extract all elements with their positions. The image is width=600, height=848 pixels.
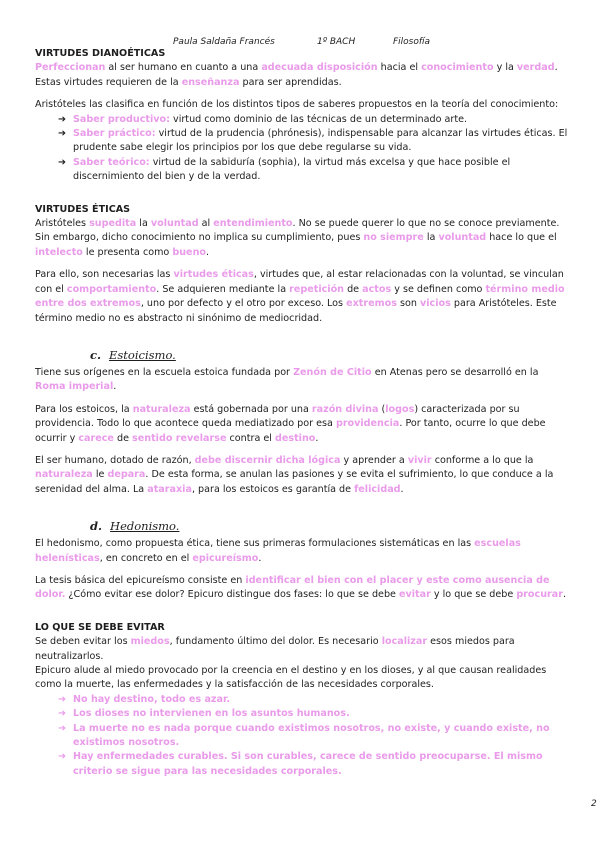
arrow-icon: ➔ — [58, 708, 67, 720]
paragraph-evitar-1: Se deben evitar los miedos, fundamento último del dolor. Es necesario localizar esos miedos para neutralizarlos. — [35, 636, 515, 662]
author-name: Paula Saldaña Francés — [173, 37, 275, 47]
course-label: 1º BACH — [317, 37, 356, 47]
paragraph-dianoeticas-intro: Perfeccionan al ser humano en cuanto a una adecuada disposición hacia el conocimiento y la verdad. Estas virtudes requieren de la enseñanza para ser aprendidas. — [35, 62, 558, 88]
section-title-evitar: LO QUE SE DEBE EVITAR — [35, 621, 165, 633]
paragraph-estoicismo-2: Para los estoicos, la naturaleza está gobernada por una razón divina (logos) caracterizada por su providencia. Todo lo que acontece queda mediatizado por esa providencia. Por tanto, ocurre lo que debe ocurrir y carece de sentido revelarse contra el destino. — [35, 403, 546, 444]
arrow-icon: ➔ — [58, 693, 67, 705]
paragraph-eticas-1: Aristóteles supedita la voluntad al entendimiento. No se puede querer lo que no se conoce previamente. Sin embargo, dicho conocimiento no implica su cumplimiento, pues no siempre la voluntad hace lo que el intelecto le presenta como bueno. — [35, 218, 560, 258]
page-number: 2 — [591, 799, 597, 809]
paragraph-eticas-2: Para ello, son necesarias las virtudes éticas, virtudes que, al estar relacionadas con la voluntad, se vinculan con el comportamiento. Se adquieren mediante la repetición de actos y se definen como término medio entre dos extremos, uno por defecto y el otro por exceso. Los extremos son vicios para Aristóteles. Este término medio no es abstracto ni sinónimo de mediocridad. — [35, 269, 565, 324]
paragraph-estoicismo-1: Tiene sus orígenes en la escuela estoica fundada por Zenón de Citio en Atenas pero se desarrolló en la Roma imperial. — [35, 366, 539, 393]
list-item: ➔ Saber productivo: virtud como dominio de las técnicas de un determinado arte. — [35, 113, 570, 127]
list-item: ➔ Saber práctico: virtud de la prudencia (phrónesis), indispensable para alcanzar las virtudes éticas. El prudente sabe elegir los principios por los que debe regularse su vida. — [58, 128, 568, 154]
section-title-eticas: VIRTUDES ÉTICAS — [35, 203, 131, 215]
paragraph-hedonismo-1: El hedonismo, como propuesta ética, tiene sus primeras formulaciones sistemáticas en las escuelas helenísticas, en concreto en el epicureísmo. — [35, 538, 521, 564]
paragraph-hedonismo-2: La tesis básica del epicureísmo consiste en identificar el bien con el placer y este como ausencia de dolor. ¿Cómo evitar ese dolor? Epicuro distingue dos fases: lo que se debe evitar y lo que se debe procurar. — [35, 574, 567, 601]
list-item: ➔ Hay enfermedades curables. Si son curables, carece de sentido preocuparse. El mismo criterio se sigue para las necesidades corporales. — [58, 751, 543, 777]
list-item: ➔ Los dioses no intervienen en los asuntos humanos. — [35, 707, 570, 721]
paragraph-estoicismo-3: El ser humano, dotado de razón, debe discernir dicha lógica y aprender a vivir conforme a lo que la naturaleza le depara. De esta forma, se anulan las pasiones y se evita el sufrimiento, lo que conduce a la serenidad del alma. La ataraxia, para los estoicos es garantía de felicidad. — [35, 454, 554, 495]
list-item: ➔ Saber teórico: virtud de la sabiduría (sophia), la virtud más excelsa y que hace posible el discernimiento del bien y de la verdad. — [58, 156, 511, 183]
document-page — [35, 0, 597, 848]
list-item: ➔ No hay destino, todo es azar. — [35, 693, 570, 707]
miedos-list — [35, 693, 570, 779]
document-body — [35, 47, 570, 779]
arrow-icon: ➔ — [58, 751, 67, 763]
arrow-icon: ➔ — [58, 113, 67, 125]
section-title-estoicismo: c. Estoicismo. — [90, 347, 176, 362]
saberes-list — [35, 113, 570, 185]
arrow-icon: ➔ — [58, 128, 67, 140]
paragraph-evitar-2: Epicuro alude al miedo provocado por la creencia en el destino y en los dioses, y al que causan realidades como la muerte, las enfermedades y la satisfacción de las necesidades corporales. — [35, 665, 547, 691]
arrow-icon: ➔ — [58, 722, 67, 734]
section-title-hedonismo: d. Hedonismo. — [90, 519, 180, 534]
list-item: ➔ La muerte no es nada porque cuando existimos nosotros, no existe, y cuando existe, no existimos nosotros. — [58, 722, 550, 749]
paragraph-dianoeticas-classification: Aristóteles las clasifica en función de los distintos tipos de saberes propuestos en la teoría del conocimiento: — [35, 99, 559, 111]
section-title-dianoeticas: VIRTUDES DIANOÉTICAS — [35, 48, 166, 59]
subject-label: Filosofía — [393, 37, 431, 47]
arrow-icon: ➔ — [58, 156, 67, 168]
